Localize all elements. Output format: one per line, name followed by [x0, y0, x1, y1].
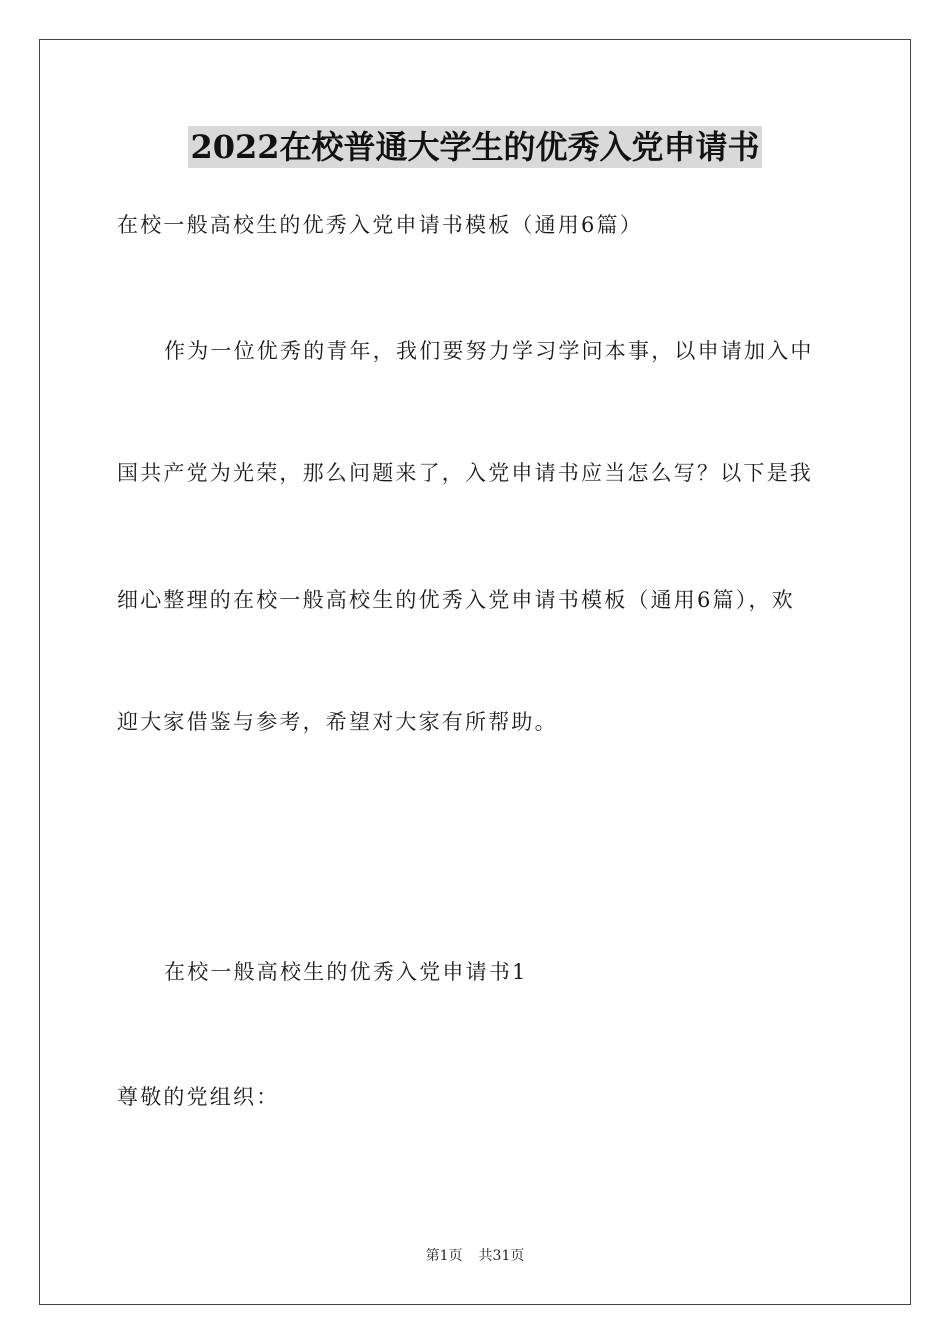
- page-number: 第1页: [425, 1248, 463, 1264]
- document-title: 2022在校普通大学生的优秀入党申请书: [190, 128, 760, 166]
- document-subtitle: 在校一般高校生的优秀入党申请书模板（通用6篇）: [117, 213, 643, 237]
- paragraph-line-2: 国共产党为光荣，那么问题来了，入党申请书应当怎么写？以下是我: [117, 461, 813, 485]
- salutation: 尊敬的党组织：: [117, 1085, 280, 1109]
- paragraph-line-3: 细心整理的在校一般高校生的优秀入党申请书模板（通用6篇），欢: [117, 588, 795, 612]
- paragraph-line-4: 迎大家借鉴与参考，希望对大家有所帮助。: [117, 710, 558, 734]
- paragraph-line-1: 作为一位优秀的青年，我们要努力学习学问本事，以申请加入中: [164, 339, 814, 363]
- section-heading: 在校一般高校生的优秀入党申请书1: [164, 960, 528, 984]
- title-container: [0, 126, 950, 168]
- page-footer: [0, 1247, 950, 1265]
- total-pages: 共31页: [478, 1248, 525, 1264]
